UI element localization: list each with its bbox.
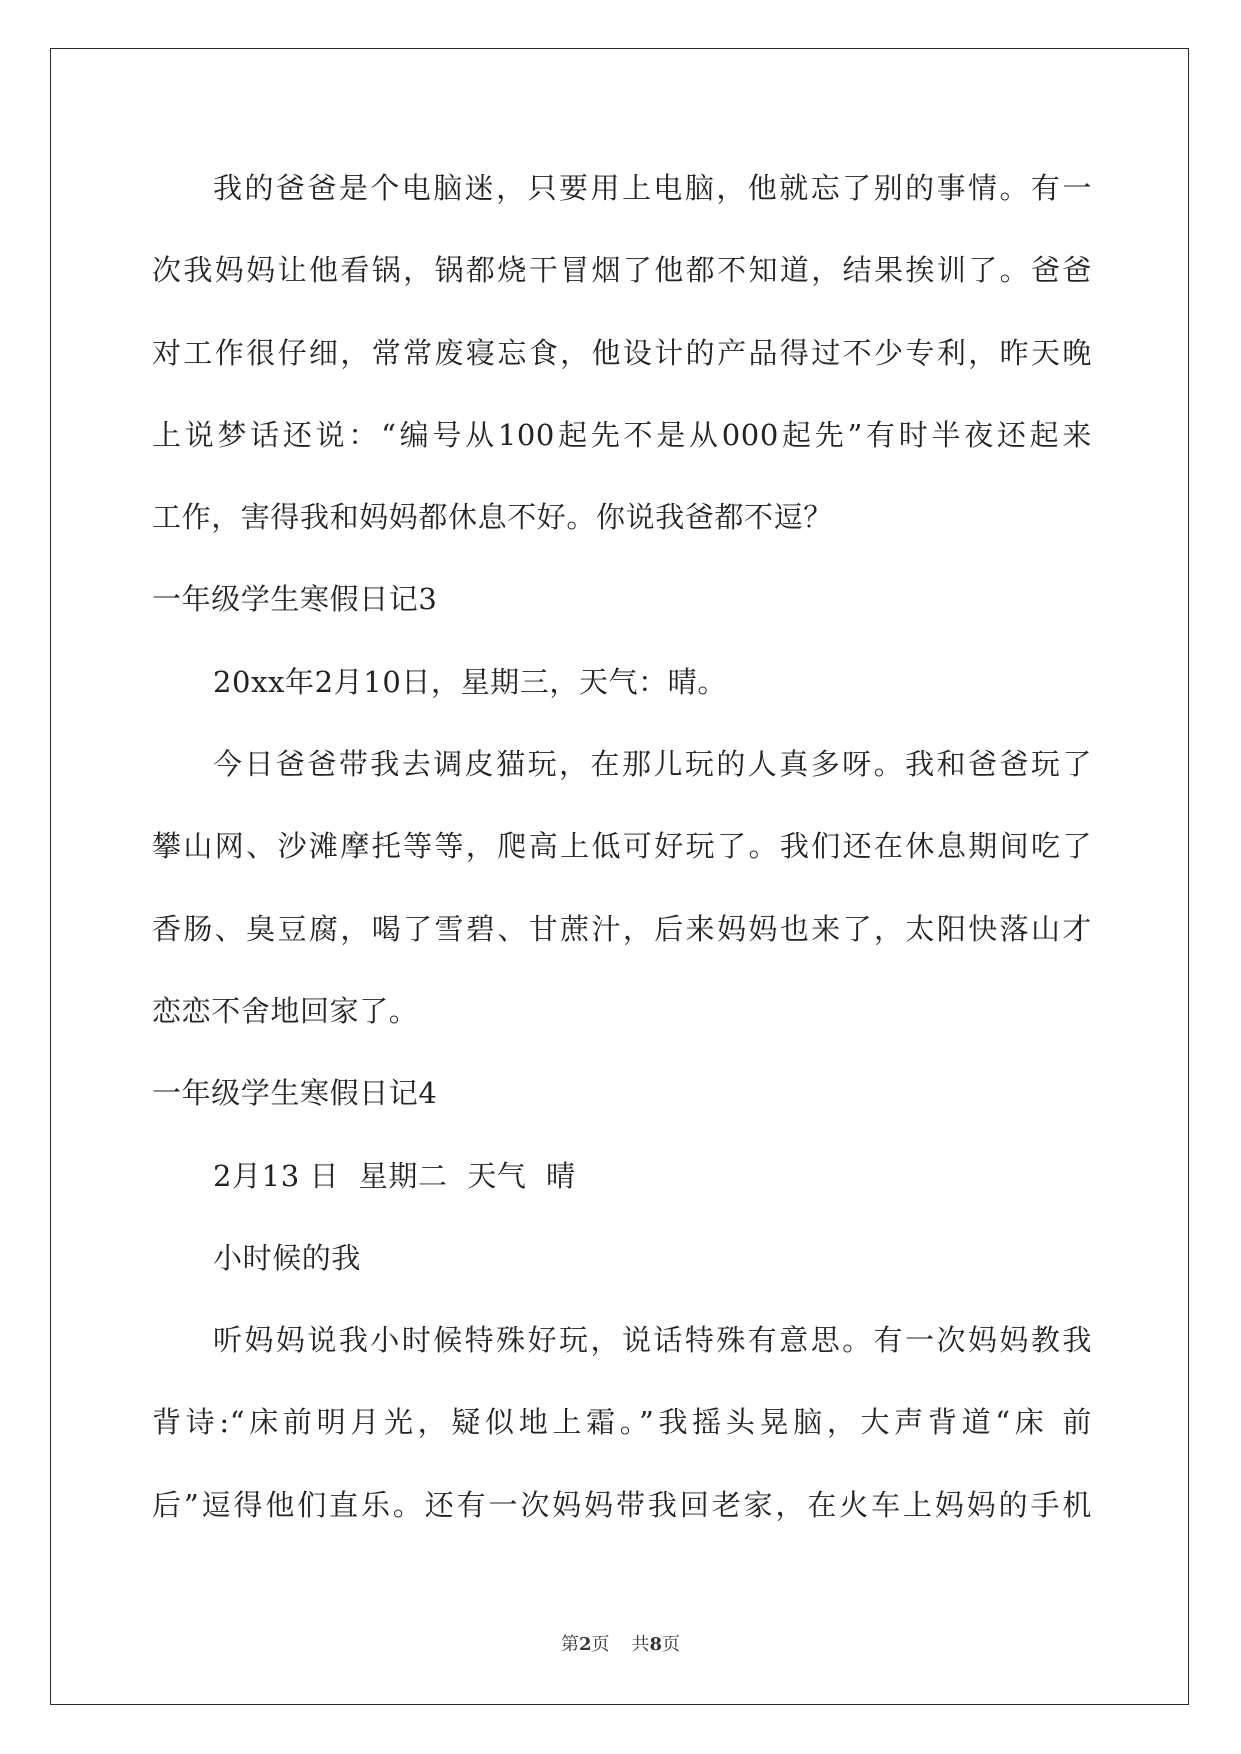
date-line: 2月13 日 星期二 天气 晴 — [213, 1158, 576, 1193]
text-line: 今日爸爸带我去调皮猫玩，在那儿玩的人真多呀。我和爸爸玩了 — [213, 747, 1092, 782]
text-line: 香肠、臭豆腐，喝了雪碧、甘蔗汁，后来妈妈也来了，太阳快落山才 — [152, 911, 1092, 946]
text-line: 听妈妈说我小时候特殊好玩，说话特殊有意思。有一次妈妈教我 — [213, 1323, 1092, 1358]
page-prefix: 第 — [560, 1634, 579, 1655]
page-total: 8 — [649, 1634, 663, 1655]
date-line: 20xx年2月10日，星期三，天气：晴。 — [213, 664, 727, 699]
document-body — [152, 147, 1092, 1546]
text-line: 攀山网、沙滩摩托等等，爬高上低可好玩了。我们还在休息期间吃了 — [152, 829, 1092, 864]
text-line: 背诗:“床前明月光，疑似地上霜。”我摇头晃脑，大声背道“床 前 — [152, 1405, 1092, 1440]
entry-title: 小时候的我 — [213, 1240, 362, 1275]
text-line: 工作，害得我和妈妈都休息不好。你说我爸都不逗？ — [152, 500, 833, 535]
text-line: 次我妈妈让他看锅，锅都烧干冒烟了他都不知道，结果挨训了。爸爸 — [152, 253, 1092, 288]
page-footer — [0, 1630, 1241, 1656]
total-prefix: 共 — [631, 1634, 650, 1655]
section-heading: 一年级学生寒假日记3 — [152, 582, 438, 617]
page-current: 2 — [578, 1634, 592, 1655]
section-heading: 一年级学生寒假日记4 — [152, 1076, 438, 1111]
text-line: 我的爸爸是个电脑迷，只要用上电脑，他就忘了别的事情。有一 — [213, 171, 1092, 205]
text-line: 对工作很仔细，常常废寝忘食，他设计的产品得过不少专利，昨天晚 — [152, 335, 1092, 370]
text-line: 后”逗得他们直乐。还有一次妈妈带我回老家，在火车上妈妈的手机 — [152, 1487, 1092, 1522]
page-suffix: 页 — [591, 1634, 610, 1655]
text-line: 上说梦话还说：“编号从100起先不是从000起先”有时半夜还起来 — [152, 417, 1092, 452]
text-line: 恋恋不舍地回家了。 — [152, 993, 419, 1028]
total-suffix: 页 — [662, 1634, 681, 1655]
